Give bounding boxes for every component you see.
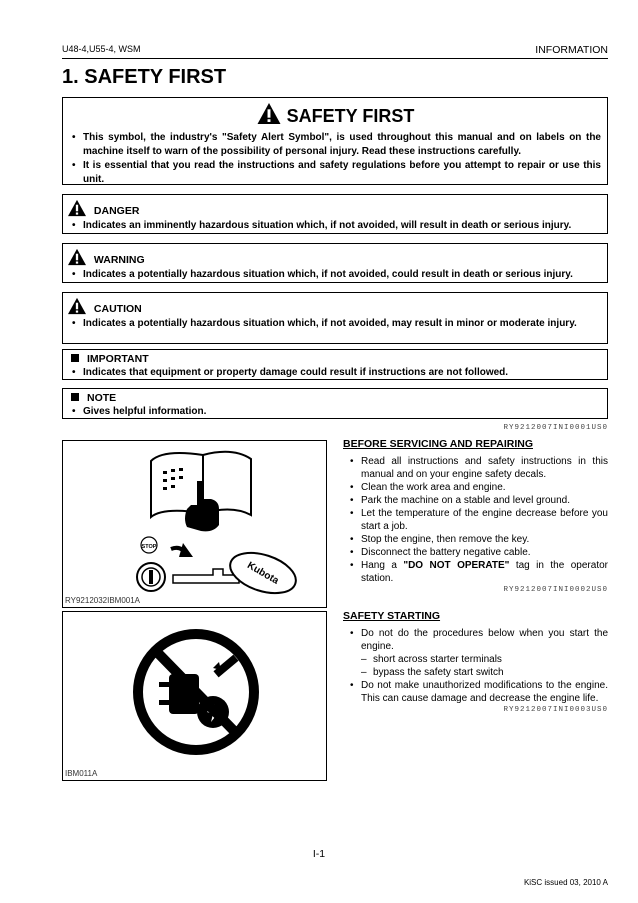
list-item-text: Hang a xyxy=(361,560,404,571)
safety-alert-icon xyxy=(67,297,87,315)
caution-text: • Indicates a potentially hazardous situation which, if not avoided, may result in minor or moderate injury. xyxy=(63,317,607,331)
header-section: INFORMATION xyxy=(535,44,608,56)
section-heading: BEFORE SERVICING AND REPAIRING xyxy=(343,438,533,450)
figure-manual-key xyxy=(62,440,327,608)
list-item: • Do not do the procedures below when you start the engine. xyxy=(343,627,608,653)
warning-heading xyxy=(67,248,607,268)
figure-caption: IBM011A xyxy=(65,769,98,778)
list-item: • Disconnect the battery negative cable. xyxy=(343,546,608,559)
caution-heading xyxy=(67,297,607,317)
danger-text: • Indicates an imminently hazardous situation which, if not avoided, will result in death or serious injury. xyxy=(63,219,607,233)
manual-and-key-illustration xyxy=(63,441,326,607)
list-item: • Stop the engine, then remove the key. xyxy=(343,533,608,546)
important-box xyxy=(62,349,608,380)
safety-alert-icon xyxy=(67,199,87,217)
doc-code: RY9212007INI0001US0 xyxy=(503,424,608,432)
stop-label: STOP xyxy=(141,544,157,550)
list-item: • Let the temperature of the engine decrease before you start a job. xyxy=(343,507,608,533)
list-item: • Read all instructions and safety instructions in this manual and on your engine safety decals. xyxy=(343,455,608,481)
no-bypass-start-illustration xyxy=(63,612,326,780)
warning-text: • Indicates a potentially hazardous situation which, if not avoided, could result in death or serious injury. xyxy=(63,268,607,282)
square-bullet-icon xyxy=(71,354,79,362)
safety-alert-icon xyxy=(67,248,87,266)
figure-no-bypass xyxy=(62,611,327,781)
note-text: • Gives helpful information. xyxy=(63,405,607,419)
important-label: IMPORTANT xyxy=(87,353,149,365)
key-brand-label: Kubota xyxy=(245,560,281,587)
issue-note: KiSC issued 03, 2010 A xyxy=(523,878,608,887)
danger-box xyxy=(62,194,608,234)
prohibition-sign-icon xyxy=(138,634,254,750)
doc-code: RY9212007INI0003US0 xyxy=(503,706,608,714)
sub-list-item: – short across starter terminals xyxy=(343,653,608,666)
safety-starting-section xyxy=(343,610,608,714)
list-item xyxy=(343,559,608,585)
page-number: I-1 xyxy=(312,848,326,860)
warning-label: WARNING xyxy=(93,254,145,266)
header-manual-id: U48-4,U55-4, WSM xyxy=(62,44,141,54)
safety-alert-icon xyxy=(256,102,282,125)
warning-box xyxy=(62,243,608,283)
page-title: 1. SAFETY FIRST xyxy=(62,66,227,88)
list-item: • Clean the work area and engine. xyxy=(343,481,608,494)
key-icon xyxy=(173,545,301,600)
before-servicing-section xyxy=(343,438,608,594)
note-label: NOTE xyxy=(87,392,117,404)
danger-label: DANGER xyxy=(93,205,140,217)
important-heading xyxy=(67,352,607,366)
safety-first-box xyxy=(62,97,608,185)
list-item-text: tag in the operator station. xyxy=(361,560,608,584)
caution-label: CAUTION xyxy=(93,303,142,315)
section-heading: SAFETY STARTING xyxy=(343,610,441,622)
important-text: • Indicates that equipment or property damage could result if instructions are not followed. xyxy=(63,366,607,380)
list-item: • It is essential that you read the instructions and safety regulations before you attempt to repair or use this unit. xyxy=(63,159,601,187)
header-rule xyxy=(62,58,608,59)
danger-heading xyxy=(67,199,607,219)
safety-first-title: SAFETY FIRST xyxy=(286,106,415,126)
note-heading xyxy=(67,391,607,405)
square-bullet-icon xyxy=(71,393,79,401)
list-item: • Park the machine on a stable and level ground. xyxy=(343,494,608,507)
do-not-operate-tag: "DO NOT OPERATE" xyxy=(403,560,510,571)
note-box xyxy=(62,388,608,419)
safety-first-heading xyxy=(63,102,607,127)
figure-caption: RY9212032IBM001A xyxy=(65,596,141,605)
list-item: • Do not make unauthorized modifications to the engine. This can cause damage and decrease the engine life. xyxy=(343,679,608,705)
caution-box xyxy=(62,292,608,344)
sub-list-item: – bypass the safety start switch xyxy=(343,666,608,679)
doc-code: RY9212007INI0002US0 xyxy=(503,586,608,594)
list-item: • This symbol, the industry's "Safety Alert Symbol", is used throughout this manual and on labels on the machine itself to warn of the possibility of personal injury. Read these instructions carefully. xyxy=(63,131,601,159)
